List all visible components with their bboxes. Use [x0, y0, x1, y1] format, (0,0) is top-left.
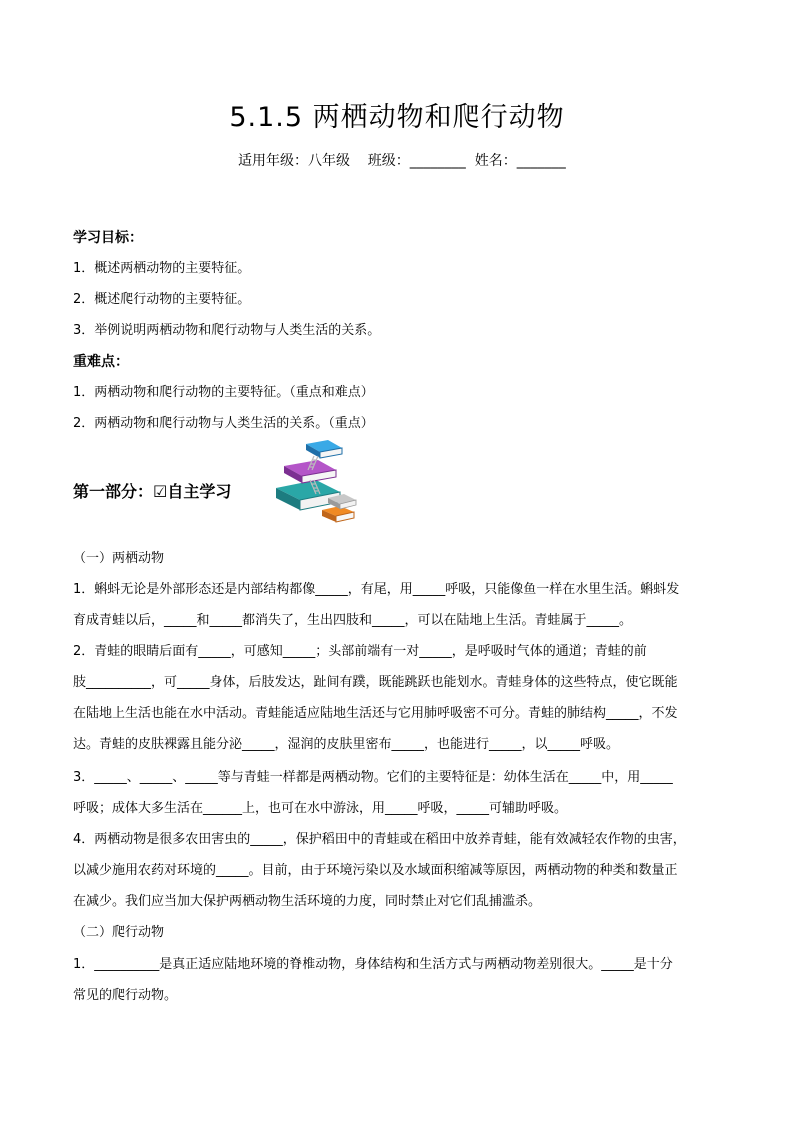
- goals-heading: 学习目标：: [73, 230, 143, 246]
- page-title: 5.1.5 两栖动物和爬行动物: [229, 102, 565, 133]
- text-line: 肢__________，可_____身体，后肢发达，趾间有蹼，既能跳跃也能划水。青蛙身体的这些特点，使它既能: [73, 675, 678, 690]
- text-line: 在陆地上生活也能在水中活动。青蛙能适应陆地生活还与它用肺呼吸密不可分。青蛙的肺结构_____，不发: [73, 706, 678, 721]
- text-line: 以减少施用农药对环境的_____。目前，由于环境污染以及水域面积缩减等原因，两栖动物的种类和数量正: [73, 863, 678, 878]
- books-stack-icon: [270, 436, 362, 528]
- subsection-amphibians: （一）两栖动物: [73, 551, 165, 566]
- goal-item-3: 3．举例说明两栖动物和爬行动物与人类生活的关系。: [73, 323, 381, 338]
- text-line: 1．蝌蚪无论是外部形态还是内部结构都像_____，有尾，用_____呼吸，只能像鱼一样在水里生活。蝌蚪发: [73, 582, 680, 597]
- key-point-item-1: 1．两栖动物和爬行动物的主要特征。（重点和难点）: [73, 385, 374, 400]
- key-point-item-2: 2．两栖动物和爬行动物与人类生活的关系。（重点）: [73, 416, 374, 431]
- text-line: 2．青蛙的眼睛后面有_____，可感知_____；头部前端有一对_____，是呼吸时气体的通道；青蛙的前: [73, 644, 647, 659]
- text-line: 呼吸；成体大多生活在______上，也可在水中游泳，用_____呼吸，_____可辅助呼吸。: [73, 801, 568, 816]
- text-line: 3．_____、_____、_____等与青蛙一样都是两栖动物。它们的主要特征是：幼体生活在_____中，用_____: [73, 770, 673, 785]
- key-points-heading: 重难点：: [73, 354, 129, 370]
- goal-item-1: 1．概述两栖动物的主要特征。: [73, 261, 251, 276]
- page-subtitle: 适用年级：八年级 班级：________ 姓名：_______: [238, 153, 566, 169]
- text-line: 4．两栖动物是很多农田害虫的_____，保护稻田中的青蛙或在稻田中放养青蛙，能有效减轻农作物的虫害，: [73, 832, 686, 847]
- subsection-reptiles: （二）爬行动物: [73, 925, 165, 940]
- goal-item-2: 2．概述爬行动物的主要特征。: [73, 292, 251, 307]
- text-line: 达。青蛙的皮肤裸露且能分泌_____，湿润的皮肤里密布_____，也能进行_____，以_____呼吸。: [73, 737, 620, 752]
- text-line: 常见的爬行动物。: [73, 988, 178, 1003]
- text-line: 在减少。我们应当加大保护两栖动物生活环境的力度，同时禁止对它们乱捕滥杀。: [73, 894, 542, 909]
- part1-title: 第一部分：☑自主学习: [73, 482, 232, 501]
- text-line: 1．__________是真正适应陆地环境的脊椎动物，身体结构和生活方式与两栖动物差别很大。_____是十分: [73, 957, 673, 972]
- text-line: 育成青蛙以后，_____和_____都消失了，生出四肢和_____，可以在陆地上生活。青蛙属于_____。: [73, 613, 633, 628]
